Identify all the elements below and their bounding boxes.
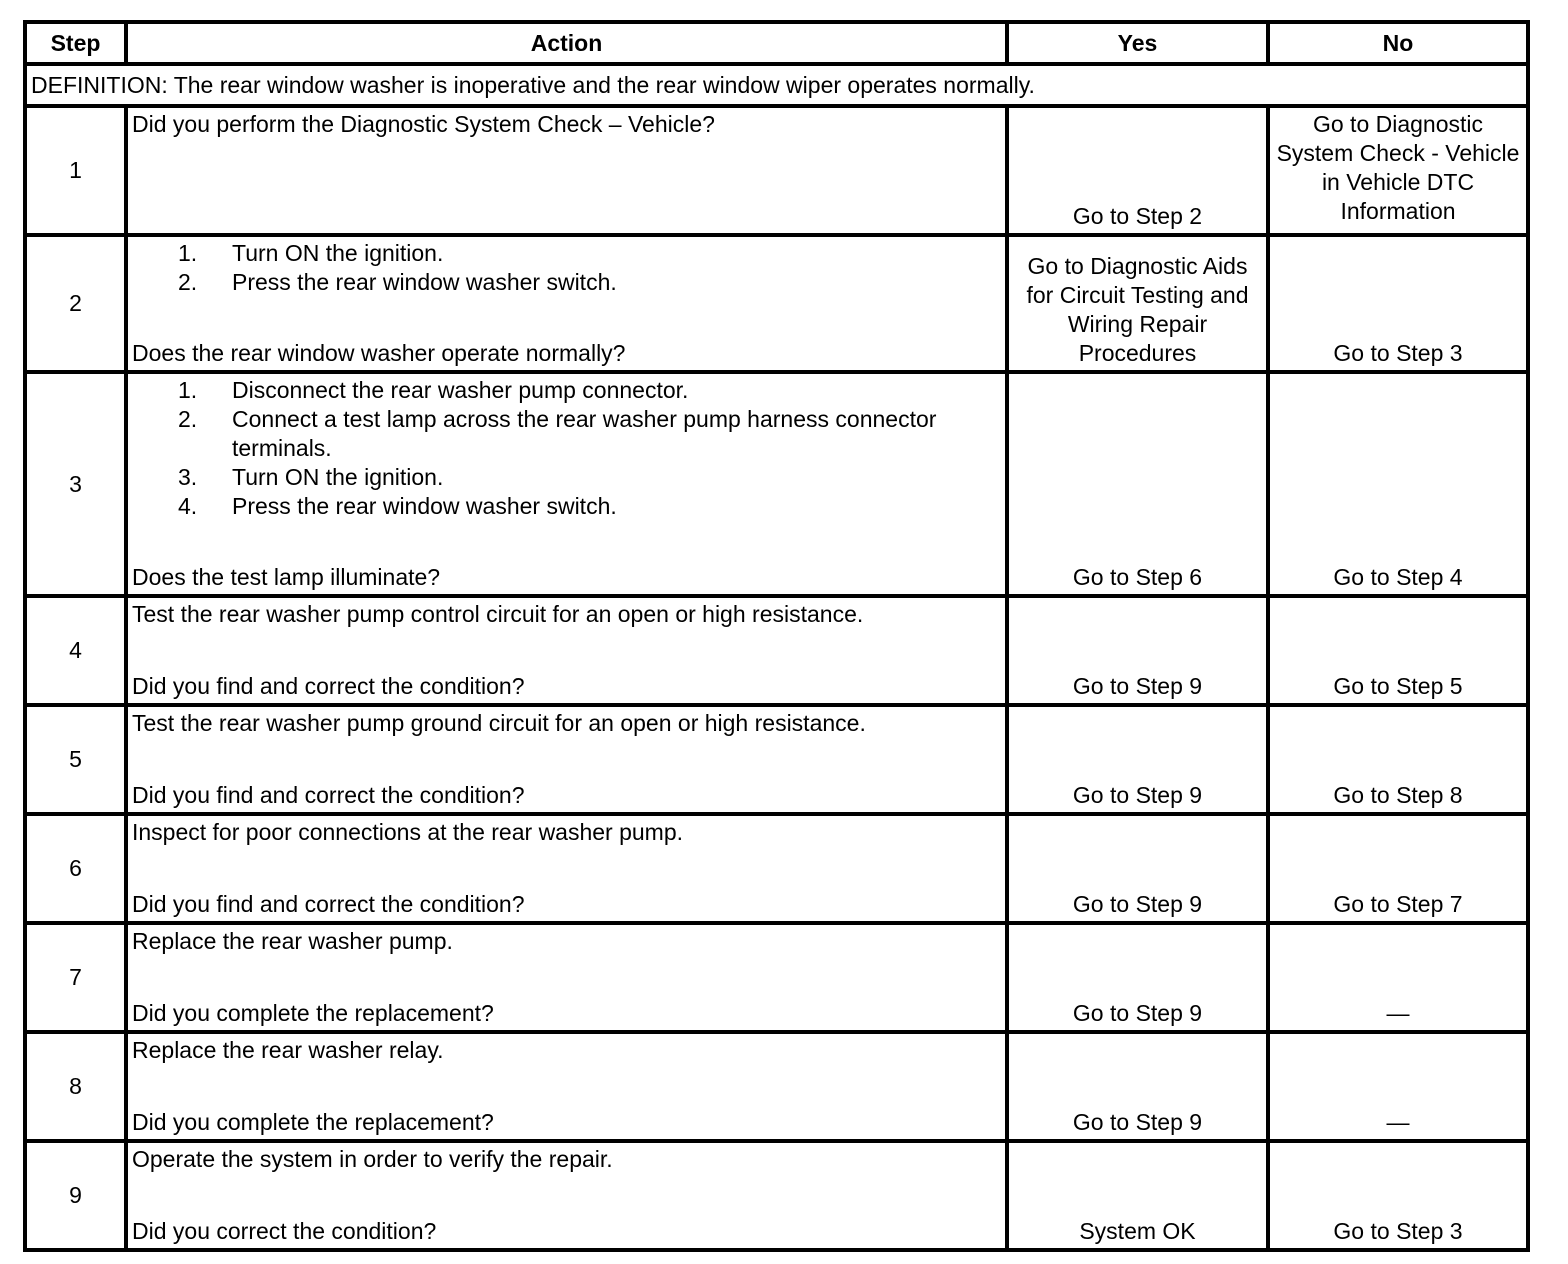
no-cell: — (1268, 923, 1528, 1032)
action-question: Does the test lamp illuminate? (132, 564, 441, 590)
action-cell (126, 1141, 1007, 1250)
yes-cell: System OK (1007, 1141, 1268, 1250)
action-instruction: Inspect for poor connections at the rear washer pump. (132, 819, 684, 845)
yes-cell: Go to Step 9 (1007, 596, 1268, 705)
action-instruction: Test the rear washer pump control circuit for an open or high resistance. (132, 601, 864, 627)
list-item: 1. Disconnect the rear washer pump connector. (178, 377, 689, 403)
action-instruction: Test the rear washer pump ground circuit for an open or high resistance. (132, 710, 866, 736)
yes-cell: Go to Step 2 (1007, 106, 1268, 235)
action-cell (126, 705, 1007, 814)
action-cell (126, 1032, 1007, 1141)
action-instruction: Operate the system in order to verify the repair. (132, 1146, 613, 1172)
action-cell (126, 106, 1007, 235)
substep-list (132, 239, 1001, 297)
table-row (25, 596, 1528, 705)
step-number: 7 (25, 923, 126, 1032)
no-cell: Go to Step 4 (1268, 372, 1528, 596)
action-cell (126, 923, 1007, 1032)
action-cell (126, 235, 1007, 372)
header-yes: Yes (1007, 22, 1268, 64)
action-question: Did you find and correct the condition? (132, 673, 525, 699)
list-item: 2. Connect a test lamp across the rear washer pump harness connector terminals. (178, 406, 937, 461)
header-action: Action (126, 22, 1007, 64)
action-instruction: Replace the rear washer pump. (132, 928, 453, 954)
no-cell: Go to Step 3 (1268, 1141, 1528, 1250)
list-item: 2. Press the rear window washer switch. (178, 269, 617, 295)
action-question: Did you complete the replacement? (132, 1000, 494, 1026)
definition-text: DEFINITION: The rear window washer is inoperative and the rear window wiper operates normally. (25, 64, 1528, 106)
table-row (25, 923, 1528, 1032)
action-question: Did you complete the replacement? (132, 1109, 494, 1135)
yes-cell: Go to Step 9 (1007, 923, 1268, 1032)
list-item: 1. Turn ON the ignition. (178, 240, 444, 266)
table-header-row (25, 22, 1528, 64)
no-cell: Go to Diagnostic System Check - Vehicle in Vehicle DTC Information (1268, 106, 1528, 235)
action-cell (126, 814, 1007, 923)
action-cell (126, 372, 1007, 596)
list-item: 4. Press the rear window washer switch. (178, 493, 617, 519)
yes-cell: Go to Step 6 (1007, 372, 1268, 596)
step-number: 9 (25, 1141, 126, 1250)
step-number: 8 (25, 1032, 126, 1141)
action-question: Did you find and correct the condition? (132, 782, 525, 808)
table-row (25, 1032, 1528, 1141)
no-cell: Go to Step 8 (1268, 705, 1528, 814)
table-row (25, 814, 1528, 923)
yes-cell: Go to Step 9 (1007, 1032, 1268, 1141)
step-number: 3 (25, 372, 126, 596)
step-number: 1 (25, 106, 126, 235)
no-cell: Go to Step 3 (1268, 235, 1528, 372)
no-cell: Go to Step 5 (1268, 596, 1528, 705)
yes-cell: Go to Diagnostic Aids for Circuit Testing and Wiring Repair Procedures (1007, 235, 1268, 372)
action-question: Did you correct the condition? (132, 1218, 437, 1244)
step-number: 4 (25, 596, 126, 705)
definition-row (25, 64, 1528, 106)
substep-list (132, 376, 1001, 521)
step-number: 2 (25, 235, 126, 372)
list-item: 3. Turn ON the ignition. (178, 464, 444, 490)
no-cell: — (1268, 1032, 1528, 1141)
yes-cell: Go to Step 9 (1007, 814, 1268, 923)
header-step: Step (25, 22, 126, 64)
yes-cell: Go to Step 9 (1007, 705, 1268, 814)
table-row (25, 235, 1528, 372)
table-row (25, 1141, 1528, 1250)
header-no: No (1268, 22, 1528, 64)
no-cell: Go to Step 7 (1268, 814, 1528, 923)
step-number: 5 (25, 705, 126, 814)
table-row (25, 705, 1528, 814)
table-row (25, 372, 1528, 596)
diagnostic-table (23, 20, 1530, 1252)
action-instruction: Did you perform the Diagnostic System Check – Vehicle? (132, 111, 715, 137)
action-question: Does the rear window washer operate normally? (132, 340, 626, 366)
action-question: Did you find and correct the condition? (132, 891, 525, 917)
action-cell (126, 596, 1007, 705)
step-number: 6 (25, 814, 126, 923)
action-instruction: Replace the rear washer relay. (132, 1037, 444, 1063)
table-row (25, 106, 1528, 235)
